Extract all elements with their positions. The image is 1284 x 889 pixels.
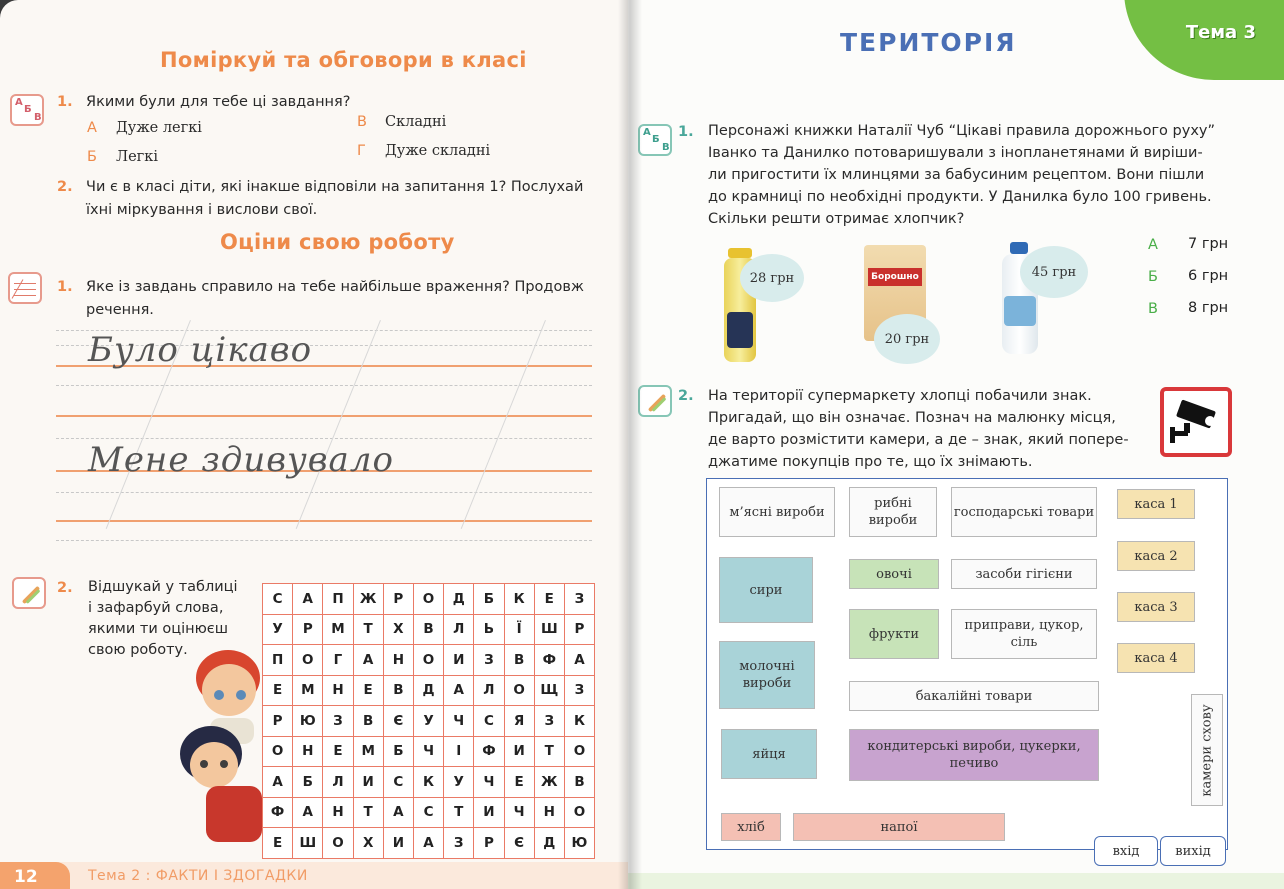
grid-cell[interactable]: Т: [534, 736, 564, 767]
grid-cell[interactable]: Е: [353, 675, 383, 706]
e1-line2: речення.: [86, 302, 154, 318]
q1-number: 1.: [678, 124, 694, 140]
grid-cell[interactable]: Д: [413, 675, 443, 706]
grid-cell[interactable]: А: [263, 767, 293, 798]
section-confectionery[interactable]: кондитерські вироби, цукерки, печиво: [849, 729, 1099, 781]
grid-row: [263, 584, 595, 615]
grid-cell[interactable]: С: [474, 706, 504, 737]
q1-line: ли пригостити їх млинцями за бабусиним рецептом. Вони пішли: [708, 167, 1205, 183]
supermarket-map: [706, 478, 1228, 850]
grid-cell[interactable]: О: [413, 645, 443, 676]
grid-cell[interactable]: Е: [504, 767, 534, 798]
option-text: Складні: [385, 114, 447, 130]
q2-number: 2.: [678, 388, 694, 404]
grid-cell[interactable]: З: [564, 584, 594, 615]
option-text: Дуже складні: [385, 143, 491, 159]
grid-cell[interactable]: Ю: [564, 828, 594, 859]
grid-cell[interactable]: И: [444, 645, 474, 676]
grid-cell[interactable]: О: [263, 736, 293, 767]
section-household[interactable]: господарські товари: [951, 487, 1097, 537]
page-title: ТЕРИТОРІЯ: [840, 28, 1017, 57]
grid-cell[interactable]: А: [353, 645, 383, 676]
q1-line: Персонажі книжки Наталії Чуб “Цікаві правила дорожнього руху”: [708, 123, 1215, 139]
section-eggs[interactable]: яйця: [721, 729, 817, 779]
e2-line3: якими ти оцінюєш: [88, 621, 229, 637]
handwriting-icon: [8, 272, 42, 304]
cash-desk-1[interactable]: каса 1: [1117, 489, 1195, 519]
q2-line1: Чи є в класі діти, які інакше відповіли на запитання 1? Послухай: [86, 179, 584, 195]
cash-desk-4[interactable]: каса 4: [1117, 643, 1195, 673]
grid-cell[interactable]: Я: [504, 706, 534, 737]
grid-cell[interactable]: Ш: [293, 828, 323, 859]
section-spices[interactable]: приправи, цукор, сіль: [951, 609, 1097, 659]
grid-cell[interactable]: У: [413, 706, 443, 737]
cash-desk-3[interactable]: каса 3: [1117, 592, 1195, 622]
q1-number: 1.: [57, 94, 73, 110]
flour-label: Борошно: [868, 268, 922, 286]
option-letter: Г: [357, 143, 366, 159]
e2-line2: і зафарбуй слова,: [88, 600, 224, 616]
grid-cell[interactable]: Р: [474, 828, 504, 859]
book-spine: [618, 0, 642, 889]
right-page: [628, 0, 1284, 889]
grid-cell[interactable]: М: [293, 675, 323, 706]
section-drinks[interactable]: напої: [793, 813, 1005, 841]
grid-cell[interactable]: Р: [293, 614, 323, 645]
grid-row: [263, 645, 595, 676]
grid-cell[interactable]: Е: [263, 828, 293, 859]
grid-cell[interactable]: А: [383, 797, 413, 828]
grid-cell[interactable]: В: [564, 767, 594, 798]
grid-cell[interactable]: И: [504, 736, 534, 767]
grid-row: [263, 767, 595, 798]
grid-cell[interactable]: З: [564, 675, 594, 706]
grid-cell[interactable]: А: [564, 645, 594, 676]
option-letter: А: [87, 120, 97, 136]
guide-line: [56, 385, 592, 386]
grid-cell[interactable]: Є: [504, 828, 534, 859]
price-bubble-flour: 20 грн: [874, 314, 940, 364]
grid-cell[interactable]: И: [474, 797, 504, 828]
q1-line: Іванко та Данилко потоваришували з інопланетянами й виріши-: [708, 145, 1203, 161]
grid-cell[interactable]: В: [413, 614, 443, 645]
grid-cell[interactable]: Р: [383, 584, 413, 615]
guide-line: [56, 438, 592, 439]
grid-cell[interactable]: Т: [353, 614, 383, 645]
grid-cell[interactable]: Д: [444, 584, 474, 615]
grid-cell[interactable]: Н: [323, 675, 353, 706]
grid-cell[interactable]: Л: [474, 675, 504, 706]
section-bread[interactable]: хліб: [721, 813, 781, 841]
grid-row: [263, 706, 595, 737]
guide-line: [56, 415, 592, 417]
slant-line: [461, 320, 546, 529]
grid-cell[interactable]: Щ: [534, 675, 564, 706]
grid-cell[interactable]: О: [293, 645, 323, 676]
discuss-title: Поміркуй та обговори в класі: [160, 48, 527, 72]
section-meat[interactable]: м’ясні вироби: [719, 487, 835, 537]
grid-cell[interactable]: Е: [323, 736, 353, 767]
grid-cell[interactable]: И: [353, 767, 383, 798]
grid-cell[interactable]: Б: [474, 584, 504, 615]
section-vegetables[interactable]: овочі: [849, 559, 939, 589]
grid-cell[interactable]: Ф: [263, 797, 293, 828]
grid-cell[interactable]: И: [383, 828, 413, 859]
e2-number: 2.: [57, 580, 73, 596]
option-text: Легкі: [116, 149, 158, 165]
price-bubble-oil: 28 грн: [740, 254, 804, 302]
grid-cell[interactable]: О: [323, 828, 353, 859]
section-fruits[interactable]: фрукти: [849, 609, 939, 659]
grid-cell[interactable]: Н: [534, 797, 564, 828]
q1-line: Скільки решти отримає хлопчик?: [708, 211, 965, 227]
grid-cell[interactable]: Л: [323, 767, 353, 798]
section-dairy[interactable]: молочні вироби: [719, 641, 815, 709]
grid-cell[interactable]: Ь: [474, 614, 504, 645]
section-hygiene[interactable]: засоби гігієни: [951, 559, 1097, 589]
grid-cell[interactable]: Х: [353, 828, 383, 859]
answer-letter: А: [1148, 237, 1158, 253]
q2-line: де варто розмістити камери, а де – знак, який попере-: [708, 432, 1129, 448]
cash-desk-2[interactable]: каса 2: [1117, 541, 1195, 571]
grid-cell[interactable]: І: [444, 736, 474, 767]
grid-cell[interactable]: Б: [383, 736, 413, 767]
grid-cell[interactable]: Ш: [534, 614, 564, 645]
grid-cell[interactable]: Г: [323, 645, 353, 676]
lockers-label: камери схову: [1199, 703, 1215, 797]
grid-cell[interactable]: М: [323, 614, 353, 645]
answer-letter: Б: [1148, 269, 1158, 285]
grid-cell[interactable]: Н: [383, 645, 413, 676]
grid-cell[interactable]: О: [413, 584, 443, 615]
grid-cell[interactable]: Ф: [474, 736, 504, 767]
grid-cell[interactable]: Е: [263, 675, 293, 706]
section-fish[interactable]: рибні вироби: [849, 487, 937, 537]
q1-text: Якими були для тебе ці завдання?: [86, 94, 351, 110]
grid-cell[interactable]: О: [504, 675, 534, 706]
abv-icon: А Б В: [638, 124, 672, 156]
guide-line: [56, 540, 592, 541]
grid-cell[interactable]: К: [413, 767, 443, 798]
grid-cell[interactable]: Д: [534, 828, 564, 859]
grid-cell[interactable]: С: [413, 797, 443, 828]
grid-cell[interactable]: Ю: [293, 706, 323, 737]
grid-cell[interactable]: З: [444, 828, 474, 859]
grid-cell[interactable]: Є: [383, 706, 413, 737]
grid-cell[interactable]: А: [444, 675, 474, 706]
grid-cell[interactable]: Б: [293, 767, 323, 798]
price-bubble-milk: 45 грн: [1020, 246, 1088, 298]
grid-cell[interactable]: К: [564, 706, 594, 737]
q2-line2: їхні міркування і вислови свої.: [86, 202, 318, 218]
grid-cell[interactable]: Ж: [534, 767, 564, 798]
grid-cell[interactable]: З: [474, 645, 504, 676]
grid-cell[interactable]: Ї: [504, 614, 534, 645]
grid-cell[interactable]: Е: [534, 584, 564, 615]
grid-cell[interactable]: Ж: [353, 584, 383, 615]
option-letter: Б: [87, 149, 97, 165]
option-letter: В: [357, 114, 367, 130]
grid-cell[interactable]: Т: [353, 797, 383, 828]
section-cheese[interactable]: сири: [719, 557, 813, 623]
q1-line: до крамниці по необхідні продукти. У Данилка було 100 гривень.: [708, 189, 1212, 205]
q2-line: На території супермаркету хлопці побачили знак.: [708, 388, 1092, 404]
topic-label: Тема 3: [1185, 22, 1256, 43]
footer-bar: [628, 873, 1284, 889]
grid-row: [263, 797, 595, 828]
left-page: [0, 0, 628, 889]
grid-cell[interactable]: У: [263, 614, 293, 645]
grid-cell[interactable]: Н: [323, 797, 353, 828]
grid-cell[interactable]: Ф: [534, 645, 564, 676]
grid-cell[interactable]: Р: [263, 706, 293, 737]
answer-letter: В: [1148, 301, 1158, 317]
grid-cell[interactable]: У: [444, 767, 474, 798]
grid-cell[interactable]: М: [353, 736, 383, 767]
e2-line4: свою роботу.: [88, 642, 188, 658]
grid-cell[interactable]: А: [293, 797, 323, 828]
guide-line: [56, 492, 592, 493]
footer-topic: Тема 2 : ФАКТИ І ЗДОГАДКИ: [88, 868, 308, 884]
q2-line: джатиме покупців про те, що їх знімають.: [708, 454, 1033, 470]
word-search-grid: [262, 583, 595, 859]
grid-cell[interactable]: О: [564, 736, 594, 767]
e2-line1: Відшукай у таблиці: [88, 579, 238, 595]
grid-cell[interactable]: П: [263, 645, 293, 676]
abv-icon: А Б В: [10, 94, 44, 126]
grid-cell[interactable]: В: [383, 675, 413, 706]
grid-cell[interactable]: О: [564, 797, 594, 828]
e1-number: 1.: [57, 279, 73, 295]
grid-cell[interactable]: П: [323, 584, 353, 615]
grid-row: [263, 675, 595, 706]
e1-line1: Яке із завдань справило на тебе найбільше враження? Продовж: [86, 279, 584, 295]
option-text: Дуже легкі: [116, 120, 202, 136]
grid-cell[interactable]: Ч: [504, 797, 534, 828]
handwriting-text-2: Мене здивувало: [88, 440, 394, 480]
grid-row: [263, 828, 595, 859]
grid-cell[interactable]: А: [293, 584, 323, 615]
handwriting-text-1: Було цікаво: [88, 330, 313, 370]
answer-text: 6 грн: [1188, 268, 1229, 284]
pencil-icon: [12, 577, 46, 609]
grid-cell[interactable]: Ч: [413, 736, 443, 767]
page-number: 12: [0, 862, 70, 889]
luggage-lockers[interactable]: [1191, 694, 1223, 806]
answer-text: 8 грн: [1188, 300, 1229, 316]
guide-line: [56, 520, 592, 522]
cctv-camera-sign-icon: [1160, 387, 1232, 457]
grid-cell[interactable]: Ч: [444, 706, 474, 737]
grid-cell[interactable]: З: [534, 706, 564, 737]
grid-cell[interactable]: В: [504, 645, 534, 676]
grid-cell[interactable]: Н: [293, 736, 323, 767]
grid-cell[interactable]: К: [504, 584, 534, 615]
grid-cell[interactable]: В: [353, 706, 383, 737]
grid-cell[interactable]: Т: [444, 797, 474, 828]
q2-number: 2.: [57, 179, 73, 195]
exit-door[interactable]: вихід: [1160, 836, 1226, 866]
entrance-door[interactable]: вхід: [1094, 836, 1158, 866]
evaluate-title: Оціни свою роботу: [220, 230, 455, 254]
grid-cell[interactable]: Р: [564, 614, 594, 645]
section-grocery[interactable]: бакалійні товари: [849, 681, 1099, 711]
grid-row: [263, 614, 595, 645]
grid-cell[interactable]: Х: [383, 614, 413, 645]
grid-cell[interactable]: Л: [444, 614, 474, 645]
answer-text: 7 грн: [1188, 236, 1229, 252]
grid-cell[interactable]: Ч: [474, 767, 504, 798]
q2-line: Пригадай, що він означає. Познач на малюнку місця,: [708, 410, 1116, 426]
grid-cell[interactable]: С: [263, 584, 293, 615]
grid-cell[interactable]: З: [323, 706, 353, 737]
pencil-icon: [638, 385, 672, 417]
grid-row: [263, 736, 595, 767]
grid-cell[interactable]: С: [383, 767, 413, 798]
grid-cell[interactable]: А: [413, 828, 443, 859]
